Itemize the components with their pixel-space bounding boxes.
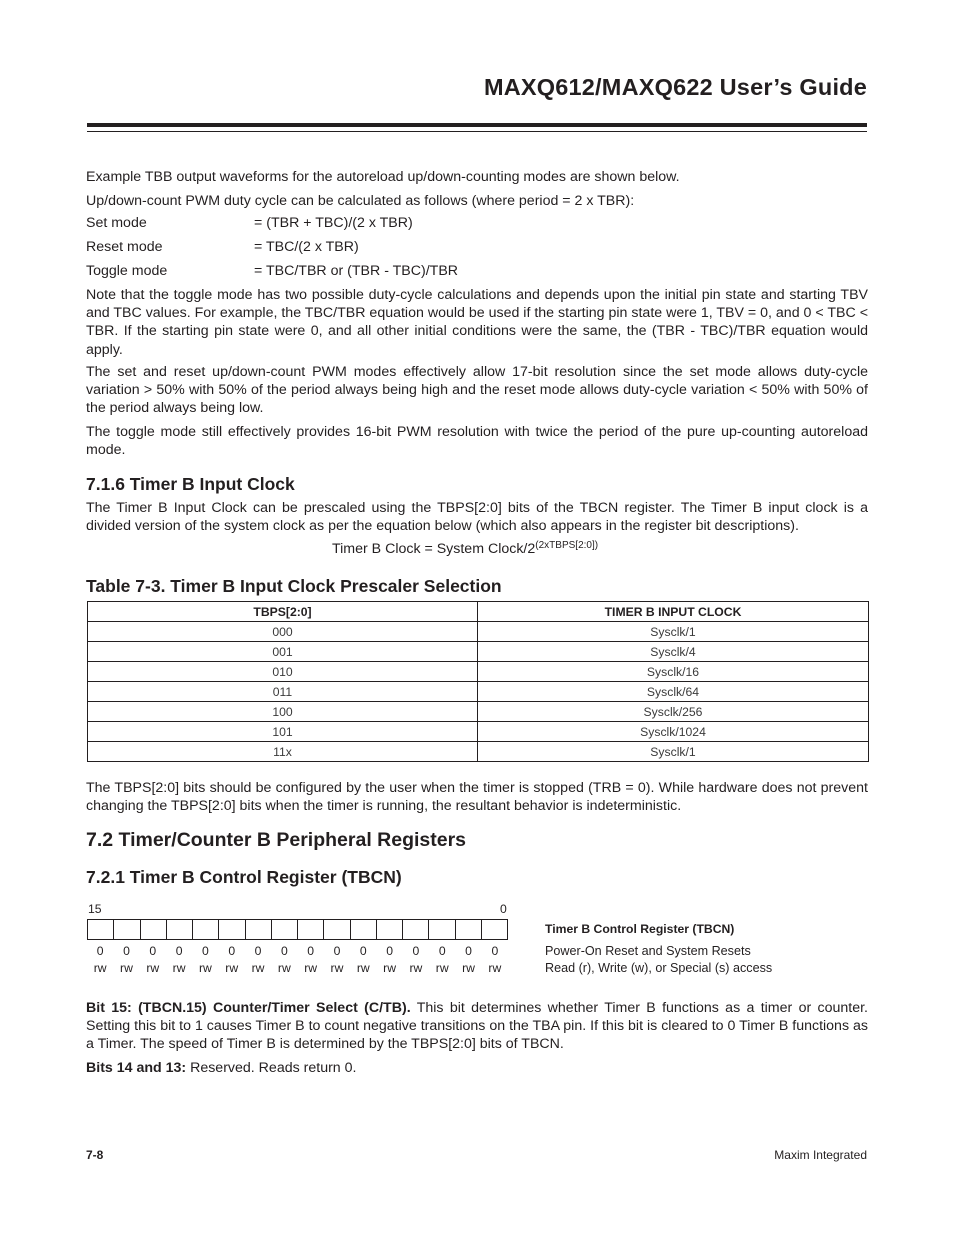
table-caption: Table 7-3. Timer B Input Clock Prescaler Selection [86, 576, 502, 596]
reset-value: 0 [386, 944, 393, 958]
register-bit-cell [219, 920, 245, 939]
reset-value: 0 [280, 944, 288, 958]
access-type: rw [172, 961, 186, 975]
table-cell-clock: Sysclk/256 [478, 702, 869, 722]
bit15-text: This bit determines whether Timer B functions as a timer or counter. Setting this bit to 1 causes Timer B to count negative transitions on the TBA pin. If this bit is cleared to 0 Timer B functions as a Timer. The speed of Timer B is determined by the TBPS[2:0] bits of TBCN. [86, 1000, 868, 1053]
access-type: rw [488, 961, 502, 975]
register-bit-cell [246, 920, 272, 939]
reset-value: 0 [438, 944, 446, 958]
paragraph-tbps-config: The TBPS[2:0] bits should be configured by the user when the timer is stopped (TRB = 0). While hardware does not prevent changing the TBPS[2:0] bits when the timer is running, the resultant behavior is indeterministic. [86, 780, 868, 815]
register-bit-field [87, 919, 508, 940]
table-cell-clock: Sysclk/1 [478, 742, 869, 762]
reset-value: 0 [412, 944, 420, 958]
register-bit-cell [114, 920, 140, 939]
access-type: rw [120, 961, 133, 975]
mode-label-set: Set mode [86, 215, 147, 231]
table-row [88, 702, 869, 722]
reset-value: 0 [491, 944, 499, 958]
reset-value: 0 [149, 944, 157, 958]
paragraph-duty-cycle: Up/down-count PWM duty cycle can be calculated as follows (where period = 2 x TBR): [86, 193, 635, 209]
bits14-13-text: Reserved. Reads return 0. [186, 1060, 357, 1076]
paragraph-toggle-resolution: The toggle mode still effectively provides 16-bit PWM resolution with twice the period of the pure up-counting autoreload mode. [86, 424, 868, 459]
section-heading-7-1-6: 7.1.6 Timer B Input Clock [86, 474, 295, 494]
page-number: 7-8 [86, 1148, 104, 1162]
table-cell-tbps: 010 [88, 662, 478, 682]
register-bit-cell [403, 920, 429, 939]
access-type: rw [251, 961, 265, 975]
table-cell-clock: Sysclk/4 [478, 642, 869, 662]
paragraph-bit15 [86, 999, 868, 1054]
table-cell-tbps: 11x [88, 742, 478, 762]
reset-value: 0 [228, 944, 236, 958]
table-cell-tbps: 001 [88, 642, 478, 662]
reset-value: 0 [254, 944, 262, 958]
mode-label-reset: Reset mode [86, 239, 163, 255]
register-bit-cell [141, 920, 167, 939]
register-info-reset: Power-On Reset and System Resets [545, 944, 751, 958]
equation-exponent: (2xTBPS[2:0]) [535, 540, 599, 551]
mode-label-toggle: Toggle mode [86, 263, 168, 279]
table-row [88, 642, 869, 662]
access-type: rw [330, 961, 344, 975]
table-header-tbps: TBPS[2:0] [88, 602, 478, 622]
reset-value: 0 [359, 944, 367, 958]
register-bit-cell [167, 920, 193, 939]
access-type: rw [435, 961, 449, 975]
mode-equation-reset: = TBC/(2 x TBR) [254, 239, 359, 255]
access-type: rw [93, 961, 107, 975]
table-cell-clock: Sysclk/64 [478, 682, 869, 702]
table-row [88, 662, 869, 682]
register-bit-cell [482, 920, 507, 939]
reset-value: 0 [175, 944, 183, 958]
mode-equation-toggle: = TBC/TBR or (TBR - TBC)/TBR [254, 263, 459, 279]
register-bit-low: 0 [500, 902, 507, 916]
reset-value: 0 [307, 944, 315, 958]
register-bit-cell [351, 920, 377, 939]
equation-base: Timer B Clock = System Clock/2 [332, 541, 536, 557]
paragraph-waveforms: Example TBB output waveforms for the autoreload up/down-counting modes are shown below. [86, 169, 680, 185]
table-cell-tbps: 100 [88, 702, 478, 722]
table-cell-tbps: 011 [88, 682, 478, 702]
access-type: rw [462, 961, 475, 975]
access-type: rw [225, 961, 239, 975]
reset-value: 0 [96, 944, 104, 958]
footer-company: Maxim Integrated [774, 1148, 867, 1162]
table-cell-clock: Sysclk/1024 [478, 722, 869, 742]
access-type: rw [409, 961, 423, 975]
table-cell-tbps: 000 [88, 622, 478, 642]
header-rule-thin [87, 131, 867, 132]
reset-value: 0 [123, 944, 130, 958]
bit15-label: Bit 15: (TBCN.15) Counter/Timer Select (C/TB). [86, 1000, 411, 1016]
table-cell-clock: Sysclk/1 [478, 622, 869, 642]
mode-equation-set: = (TBR + TBC)/(2 x TBR) [254, 215, 413, 231]
register-bit-cell [193, 920, 219, 939]
access-type: rw [198, 961, 212, 975]
paragraph-bits14-13 [86, 1059, 868, 1077]
register-bit-cell [272, 920, 298, 939]
register-bit-cell [88, 920, 114, 939]
paragraph-resolution: The set and reset up/down-count PWM modes effectively allow 17-bit resolution since the set mode allows duty-cycle variation > 50% with 50% of the period always being high and the reset mode allows duty-cycle variation < 50% with 50% of the period always being low. [86, 364, 868, 417]
clock-equation [332, 540, 598, 557]
paragraph-toggle-note: Note that the toggle mode has two possible duty-cycle calculations and depends upon the initial pin state and starting TBV and TBC values. For example, the TBC/TBR equation would be used if the starting pin state were 1, TBV = 0, and 0 < TBC < TBR. If the starting pin state were 0, and all other initial conditions were the same, the (TBR - TBC)/TBR equation would apply. [86, 287, 868, 358]
reset-value: 0 [202, 944, 209, 958]
access-type: rw [304, 961, 318, 975]
register-bit-cell [298, 920, 324, 939]
page-title: MAXQ612/MAXQ622 User’s Guide [483, 74, 867, 100]
reset-value: 0 [465, 944, 472, 958]
table-cell-clock: Sysclk/16 [478, 662, 869, 682]
table-row [88, 622, 869, 642]
paragraph-input-clock: The Timer B Input Clock can be prescaled using the TBPS[2:0] bits of the TBCN register. The Timer B input clock is a divided version of the system clock as per the equation below (which also appears in the register bit descriptions). [86, 500, 868, 535]
access-type: rw [277, 961, 291, 975]
table-row [88, 742, 869, 762]
prescaler-table [87, 601, 869, 762]
register-bit-cell [324, 920, 350, 939]
section-heading-7-2-1: 7.2.1 Timer B Control Register (TBCN) [86, 867, 402, 887]
header-rule-thick [87, 123, 867, 127]
register-info-access: Read (r), Write (w), or Special (s) access [545, 961, 773, 975]
register-info-title: Timer B Control Register (TBCN) [545, 922, 735, 936]
table-row [88, 682, 869, 702]
access-type: rw [356, 961, 370, 975]
table-header-clock: TIMER B INPUT CLOCK [478, 602, 869, 622]
section-heading-7-2: 7.2 Timer/Counter B Peripheral Registers [86, 829, 467, 851]
table-row [88, 722, 869, 742]
access-type: rw [146, 961, 160, 975]
access-type: rw [383, 961, 397, 975]
table-header-row [88, 602, 869, 622]
register-bit-cell [377, 920, 403, 939]
register-bit-cell [429, 920, 455, 939]
reset-value: 0 [333, 944, 341, 958]
register-access-types [87, 961, 508, 975]
bits14-13-label: Bits 14 and 13: [86, 1060, 187, 1076]
register-reset-values [87, 944, 508, 958]
register-bit-cell [456, 920, 482, 939]
register-bit-high: 15 [88, 902, 102, 916]
table-cell-tbps: 101 [88, 722, 478, 742]
